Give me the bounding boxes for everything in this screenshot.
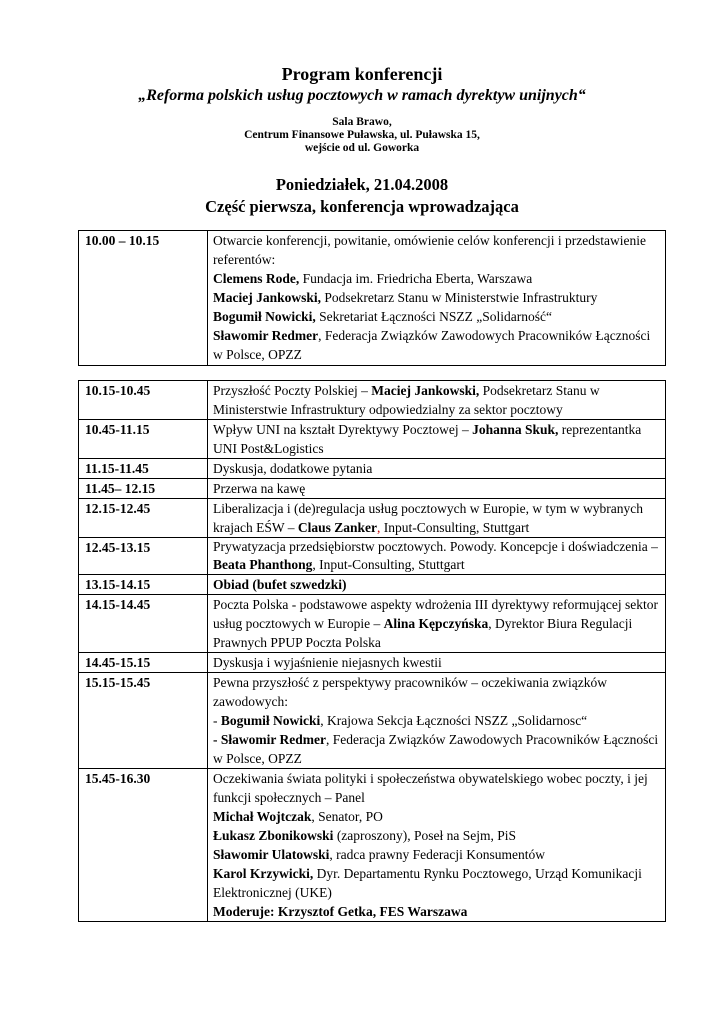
row-text: , Input-Consulting, Stuttgart: [312, 557, 465, 572]
time-cell: 15.15-15.45: [79, 673, 208, 769]
row-text: Wpływ UNI na kształt Dyrektywy Pocztowej –: [213, 422, 473, 437]
speaker-name: Clemens Rode,: [213, 271, 300, 286]
description-cell: [208, 381, 666, 420]
table-row: [79, 673, 666, 769]
time-cell: 11.15-11.45: [79, 459, 208, 479]
time-cell: 12.45-13.15: [79, 538, 208, 575]
speaker-name: Łukasz Zbonikowski: [213, 828, 334, 843]
speaker-name: Sławomir Redmer: [213, 328, 319, 343]
description-cell: [208, 420, 666, 459]
description-cell: Przerwa na kawę: [208, 479, 666, 499]
speaker-name: Beata Phanthong: [213, 557, 313, 572]
schedule-table-main: [78, 380, 666, 922]
speaker-line: [213, 326, 661, 364]
time-cell: 10.45-11.15: [79, 420, 208, 459]
speaker-name: Michał Wojtczak: [213, 809, 312, 824]
speaker-line: [213, 826, 661, 845]
speaker-info: , Federacja Związków Zawodowych Pracowników Łączności w Polsce, OPZZ: [213, 328, 651, 362]
speaker-info: , radca prawny Federacji Konsumentów: [329, 847, 545, 862]
speaker-line: [213, 864, 661, 902]
schedule-table-opening: [78, 230, 666, 366]
speaker-info: , Senator, PO: [311, 809, 383, 824]
speaker-line: [213, 730, 661, 768]
description-cell: Dyskusja, dodatkowe pytania: [208, 459, 666, 479]
speaker-name: Sławomir Ulatowski: [213, 847, 330, 862]
speaker-info: Sekretariat Łączności NSZZ „Solidarność“: [315, 309, 552, 324]
time-cell: 10.15-10.45: [79, 381, 208, 420]
speaker-info: Podsekretarz Stanu w Ministerstwie Infrastruktury: [321, 290, 598, 305]
row-text: Pewna przyszłość z perspektywy pracowników – oczekiwania związków zawodowych:: [213, 675, 607, 709]
description-cell: [208, 538, 666, 575]
row-text: reprezentantka UNI Post&Logistics: [213, 422, 642, 456]
row-text: Oczekiwania świata polityki i społeczeństwa obywatelskiego wobec poczty, i jej funkcji społecznych – Panel: [213, 771, 648, 805]
row-text: Input-Consulting, Stuttgart: [380, 520, 530, 535]
speaker-name: Maciej Jankowski,: [371, 383, 480, 398]
description-cell: [208, 595, 666, 653]
speaker-line: [213, 307, 661, 326]
table-row: [79, 769, 666, 922]
conference-subtitle: „Reforma polskich usług pocztowych w ramach dyrektyw unijnych“: [138, 87, 586, 104]
speaker-line: [213, 269, 661, 288]
table-row: [79, 575, 666, 595]
row-text: Otwarcie konferencji, powitanie, omówienie celów konferencji i przedstawienie referentów:: [213, 233, 646, 267]
row-text: , Dyrektor Biura Regulacji Prawnych PPUP Poczta Polska: [213, 616, 633, 650]
row-text: Podsekretarz Stanu w Ministerstwie Infrastruktury odpowiedzialny za sektor pocztowy: [213, 383, 600, 417]
part-heading: Część pierwsza, konferencja wprowadzająca: [205, 197, 519, 216]
speaker-line: [213, 711, 661, 730]
description-cell: Dyskusja i wyjaśnienie niejasnych kwestii: [208, 653, 666, 673]
row-text: Prywatyzacja przedsiębiorstw pocztowych. Powody. Koncepcje i doświadczenia –: [213, 539, 658, 554]
venue-info: [0, 116, 724, 155]
row-text: -: [213, 713, 221, 728]
speaker-line: [213, 845, 661, 864]
table-row: [79, 479, 666, 499]
speaker-info: (zaproszony), Poseł na Sejm, PiS: [333, 828, 517, 843]
row-text: Liberalizacja i (de)regulacja usług pocztowych w Europie, w tym w wybranych krajach EŚW –: [213, 501, 643, 535]
description-cell: [208, 673, 666, 769]
time-cell: 14.15-14.45: [79, 595, 208, 653]
table-row: [79, 653, 666, 673]
description-cell: [208, 499, 666, 538]
row-text: ,: [377, 520, 381, 535]
time-cell: 12.15-12.45: [79, 499, 208, 538]
moderator-line: Moderuje: Krzysztof Getka, FES Warszawa: [213, 904, 468, 919]
speaker-name: Johanna Skuk,: [472, 422, 559, 437]
table-row: [79, 459, 666, 479]
time-cell: 14.45-15.15: [79, 653, 208, 673]
venue-line: wejście od ul. Goworka: [304, 142, 420, 154]
table-row: [79, 595, 666, 653]
table-row: [79, 420, 666, 459]
venue-line: Sala Brawo,: [332, 116, 392, 128]
description-cell: [208, 231, 666, 366]
time-cell: 13.15-14.15: [79, 575, 208, 595]
description-cell: Obiad (bufet szwedzki): [208, 575, 666, 595]
speaker-name: Bogumił Nowicki: [220, 713, 321, 728]
description-cell: [208, 769, 666, 922]
time-cell: 15.45-16.30: [79, 769, 208, 922]
time-cell: 10.00 – 10.15: [79, 231, 208, 366]
venue-line: Centrum Finansowe Puławska, ul. Puławska 15,: [244, 129, 480, 141]
speaker-name: Maciej Jankowski,: [213, 290, 321, 305]
speaker-name: Claus Zanker: [297, 520, 378, 535]
row-text: Przyszłość Poczty Polskiej –: [213, 383, 372, 398]
speaker-name: Alina Kępczyńska: [383, 616, 489, 631]
speaker-info: Fundacja im. Friedricha Eberta, Warszawa: [299, 271, 533, 286]
speaker-info: Dyr. Departamentu Rynku Pocztowego, Urząd Komunikacji Elektronicznej (UKE): [213, 866, 642, 900]
speaker-info: , Federacja Związków Zawodowych Pracowników Łączności w Polsce, OPZZ: [213, 732, 659, 766]
document-title: Program konferencji: [281, 64, 443, 84]
time-cell: 11.45– 12.15: [79, 479, 208, 499]
table-row: [79, 499, 666, 538]
row-text: Poczta Polska - podstawowe aspekty wdrożenia III dyrektywy reformującej sektor usług pocztowych w Europie –: [213, 597, 658, 631]
table-row: [79, 381, 666, 420]
day-heading: Poniedziałek, 21.04.2008: [275, 175, 449, 194]
speaker-name: - Sławomir Redmer: [213, 732, 326, 747]
speaker-line: [213, 288, 661, 307]
speaker-name: Bogumił Nowicki,: [213, 309, 316, 324]
speaker-info: , Krajowa Sekcja Łączności NSZZ „Solidarnosc“: [320, 713, 588, 728]
speaker-name: Karol Krzywicki,: [213, 866, 314, 881]
table-row: [79, 231, 666, 366]
speaker-line: [213, 807, 661, 826]
table-row: [79, 538, 666, 575]
